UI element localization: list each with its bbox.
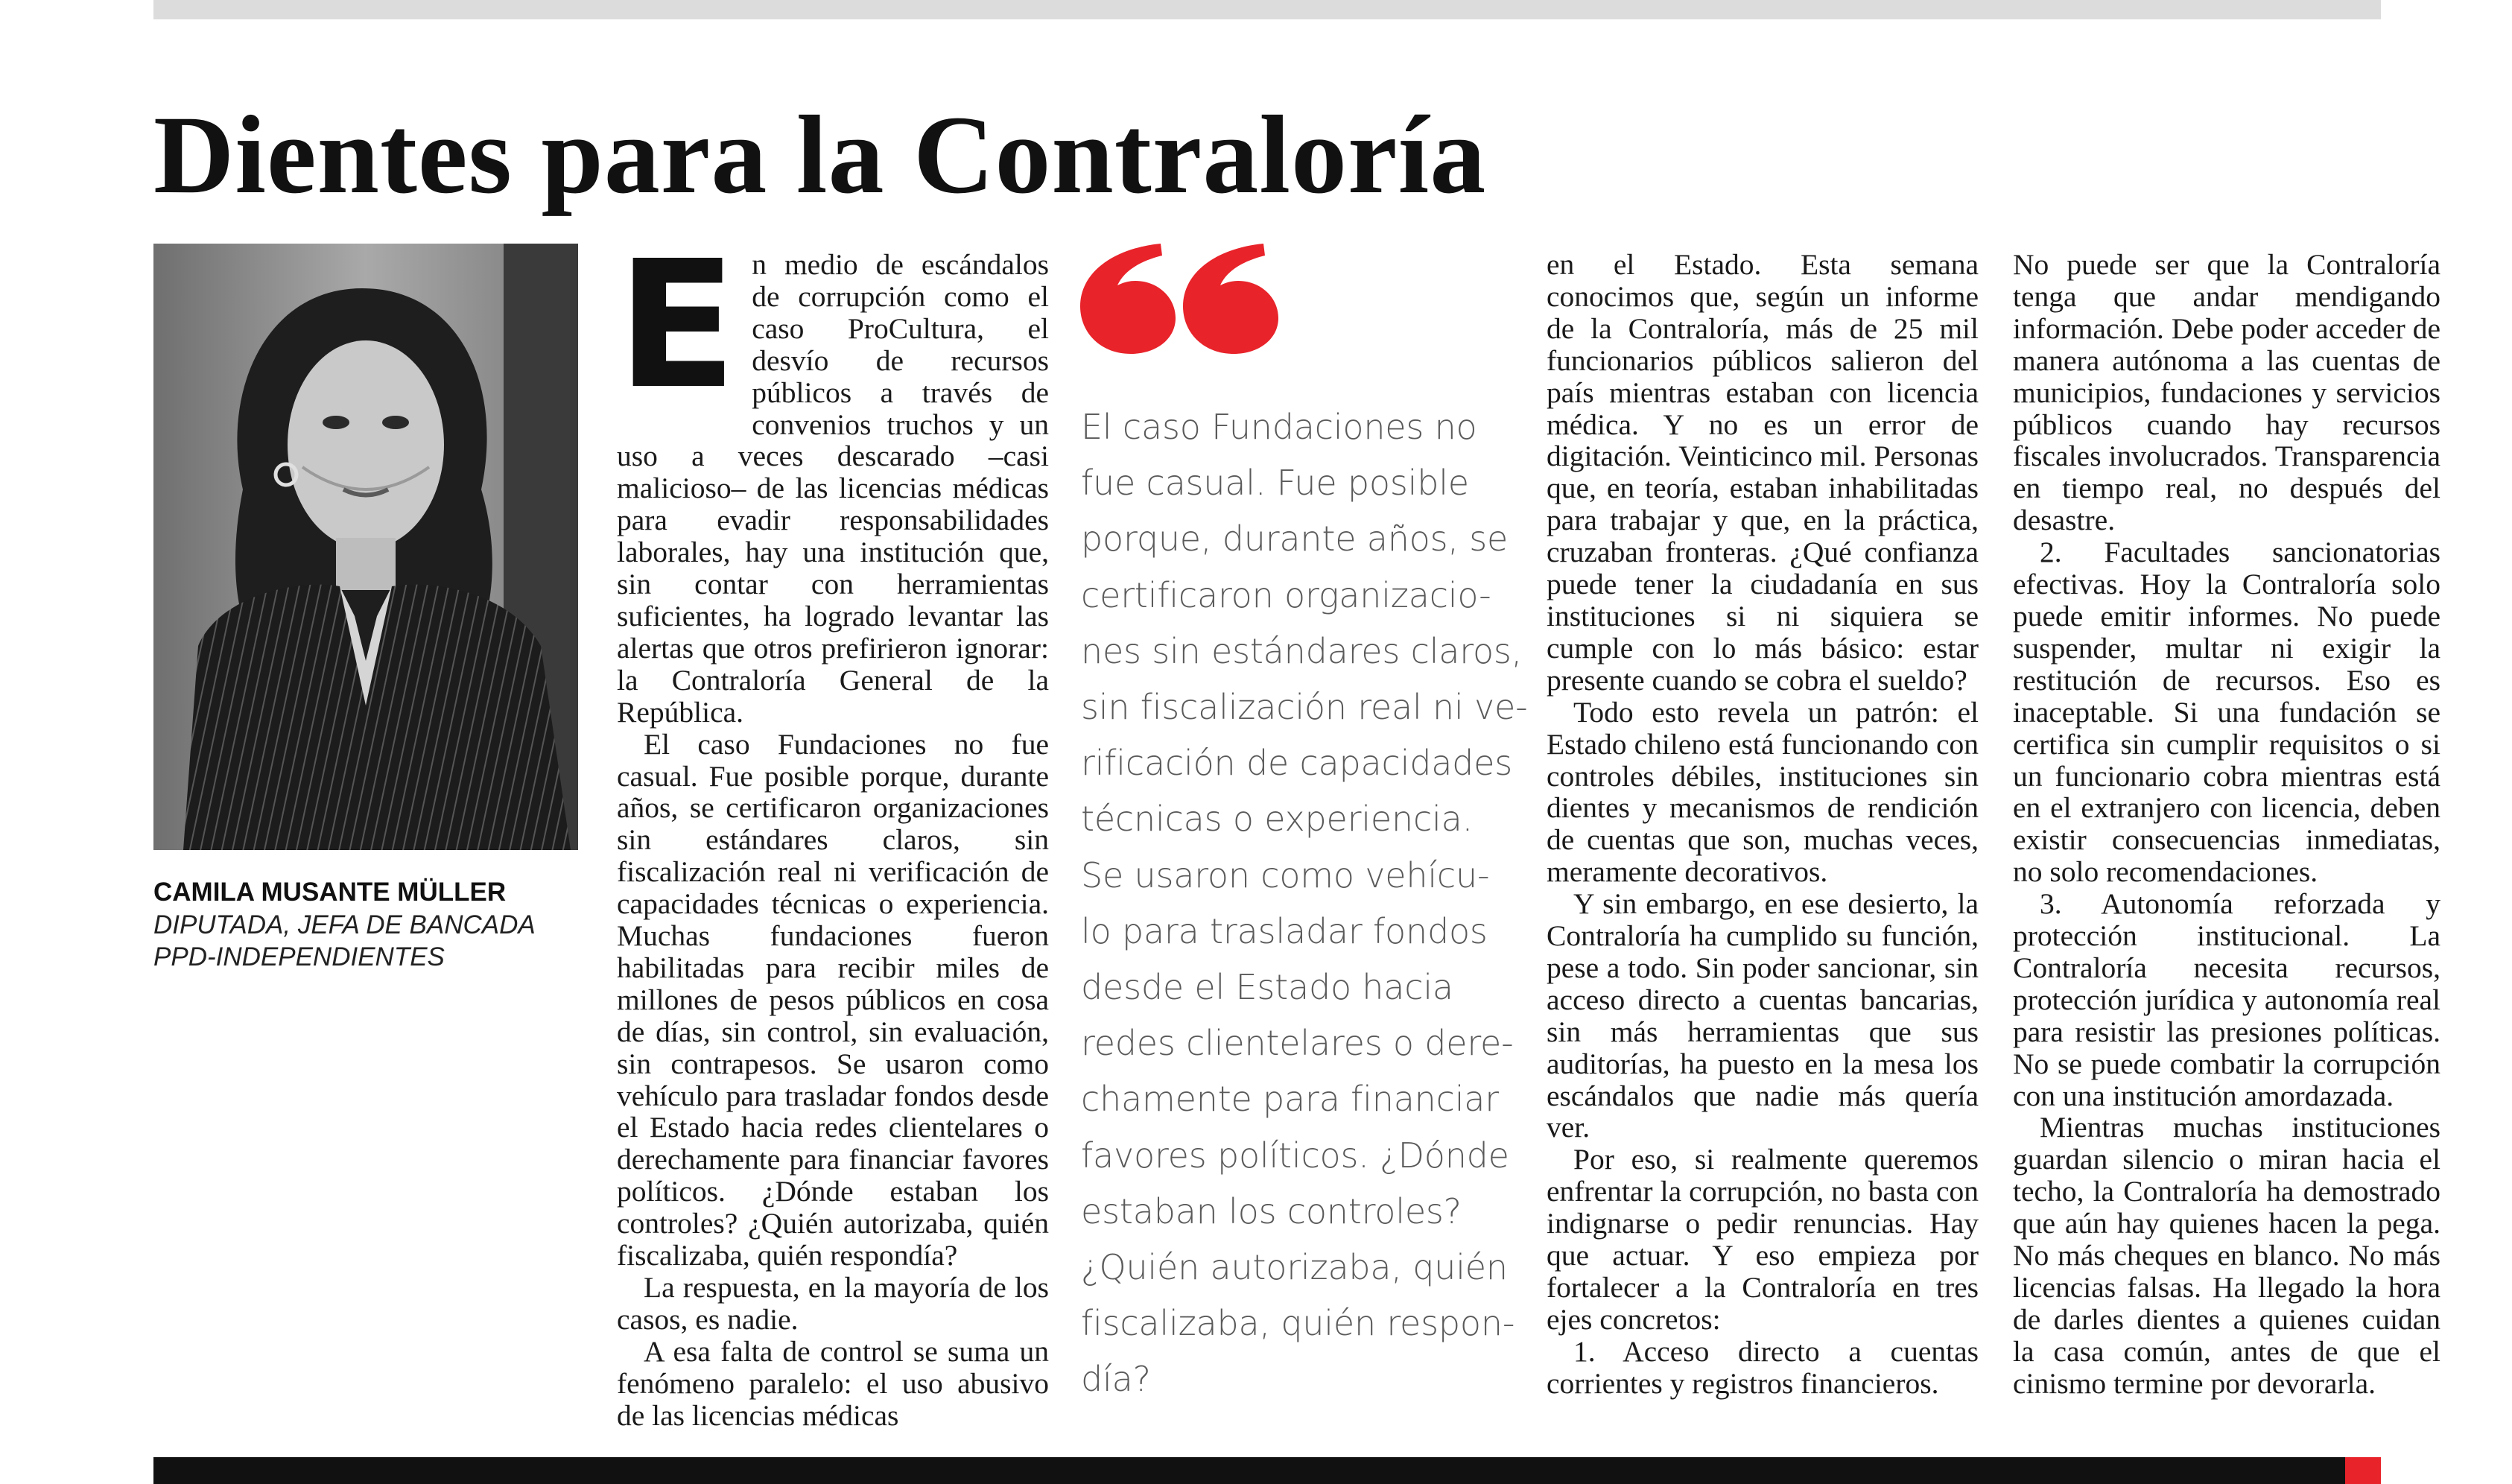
pull-quote-line: sin fiscalización real ni ve- (1081, 687, 1528, 728)
pull-quote-line: estaban los controles? (1081, 1190, 1462, 1231)
author-role-line: DIPUTADA, JEFA DE BANCADA (153, 910, 536, 939)
author-role-line: PPD-INDEPENDIENTES (153, 942, 445, 971)
pull-quote-line: día? (1081, 1359, 1151, 1400)
article-column-3 (1547, 249, 1979, 1400)
pull-quote-line: nes sin estándares claros, (1081, 630, 1523, 671)
bottom-accent-block (2345, 1457, 2381, 1484)
body-paragraph: 2. Facultades sancionatorias efectivas. Hoy la Contraloría solo puede emitir informes. No puede suspender, multar ni exigir la restitución de recursos. Eso es inaceptable. Si una fundación se certifica sin cumplir requisitos o si un funcionario cobra mientras está en el extranjero con licencia, deben existir consecuencias inmediatas, no solo recomendaciones. (2013, 536, 2440, 889)
top-rule (153, 0, 2381, 19)
body-paragraph: en el Estado. Esta semana conocimos que, según un informe de la Contraloría, más de 25 mil funcionarios públicos salieron del país mientras estaban con licencia médica. Y no es un error de digitación. Veinticinco mil. Personas que, en teoría, estaban inhabilitadas para trabajar y que, en la práctica, cruzaban fronteras. ¿Qué confianza puede tener la ciudadanía en sus instituciones si ni siquiera se cumple con lo más básico: estar presente cuando se cobra el sueldo? (1547, 248, 1979, 697)
pull-quote-line: redes clientelares o dere- (1081, 1023, 1514, 1064)
author-photo (153, 244, 578, 850)
pull-quote-line: favores políticos. ¿Dónde (1081, 1135, 1509, 1176)
pull-quote-line: técnicas o experiencia. (1081, 799, 1474, 840)
bottom-rule (153, 1457, 2381, 1484)
article-column-1 (617, 223, 1049, 1432)
article-column-4 (2013, 249, 2440, 1400)
pull-quote (1081, 399, 1528, 1408)
pull-quote-line: rificación de capacidades (1081, 743, 1513, 784)
body-paragraph: 3. Autonomía reforzada y protección institucional. La Contraloría necesita recursos, protección jurídica y autonomía real para resistir las presiones políticas. No se puede combatir la corrupción con una institución amordazada. (2013, 887, 2440, 1112)
author-role (153, 909, 600, 973)
drop-cap: E (617, 223, 738, 428)
pull-quote-line: fiscalizaba, quién respon- (1081, 1303, 1515, 1344)
author-name: CAMILA MUSANTE MÜLLER (153, 878, 507, 907)
body-paragraph: n medio de escándalos de corrupción como el caso ProCultura, el desvío de recursos públicos a través de convenios truchos y un uso a veces descarado –casi malicioso– de las licencias médicas para evadir responsabilidades laborales, hay una institución que, sin contar con herramientas suficientes, ha logrado levantar las alertas que otros prefirieron ignorar: la Contraloría General de la República. (617, 248, 1049, 729)
body-paragraph: 1. Acceso directo a cuentas corrientes y registros financieros. (1547, 1334, 1979, 1400)
pull-quote-line: certificaron organizacio- (1081, 574, 1491, 615)
body-paragraph: Mientras muchas instituciones guardan silencio o miran hacia el techo, la Contraloría ha demostrado que aún hay quienes hacen la pega. No más cheques en blanco. No más licencias falsas. Ha llegado la hora de darles dientes a quienes cuidan la casa común, antes de que el cinismo termine por devorarla. (2013, 1111, 2440, 1400)
body-paragraph: La respuesta, en la mayoría de los casos, es nadie. (617, 1271, 1049, 1336)
pull-quote-line: lo para trasladar fondos (1081, 910, 1488, 951)
pull-quote-line: Se usaron como vehícu- (1081, 854, 1490, 895)
quote-mark-icon (1079, 242, 1280, 361)
pull-quote-line: chamente para financiar (1081, 1079, 1500, 1120)
pull-quote-line: porque, durante años, se (1081, 519, 1509, 559)
pull-quote-line: El caso Fundaciones no (1081, 407, 1477, 447)
body-paragraph: Todo esto revela un patrón: el Estado chileno está funcionando con controles débiles, instituciones sin dientes y mecanismos de rendición de cuentas que son, muchas veces, meramente decorativos. (1547, 695, 1979, 889)
pull-quote-line: fue casual. Fue posible (1081, 463, 1469, 504)
body-paragraph: A esa falta de control se suma un fenómeno paralelo: el uso abusivo de las licencias médicas (617, 1334, 1049, 1432)
pull-quote-line: ¿Quién autorizaba, quién (1081, 1247, 1508, 1288)
pull-quote-line: desde el Estado hacia (1081, 967, 1453, 1008)
body-paragraph: No puede ser que la Contraloría tenga que andar mendigando información. Debe poder acceder de manera autónoma a las cuentas de municipios, fundaciones y servicios públicos cuando hay recursos fiscales involucrados. Transparencia en tiempo real, no después del desastre. (2013, 248, 2440, 537)
body-paragraph: Y sin embargo, en ese desierto, la Contraloría ha cumplido su función, pese a todo. Sin poder sancionar, sin acceso directo a cuentas bancarias, sin más herramientas que sus auditorías, ha puesto en la mesa los escándalos que nadie más quería ver. (1547, 887, 1979, 1144)
body-paragraph: Por eso, si realmente queremos enfrentar la corrupción, no basta con indignarse o pedir renuncias. Hay que actuar. Y eso empieza por fortalecer a la Contraloría en tres ejes concretos: (1547, 1143, 1979, 1336)
headline: Dientes para la Contraloría (153, 93, 1487, 217)
body-paragraph: El caso Fundaciones no fue casual. Fue posible porque, durante años, se certificaron organizaciones sin estándares claros, sin fiscalización real ni verificación de capacidades técnicas o experiencia. Muchas fundaciones fueron habilitadas para recibir miles de millones de pesos públicos en cosa de días, sin control, sin evaluación, sin contrapesos. Se usaron como vehículo para trasladar fondos desde el Estado hacia redes clientelares o derechamente para financiar favores políticos. ¿Dónde estaban los controles? ¿Quién autorizaba, quién fiscalizaba, quién respondía? (617, 727, 1049, 1272)
